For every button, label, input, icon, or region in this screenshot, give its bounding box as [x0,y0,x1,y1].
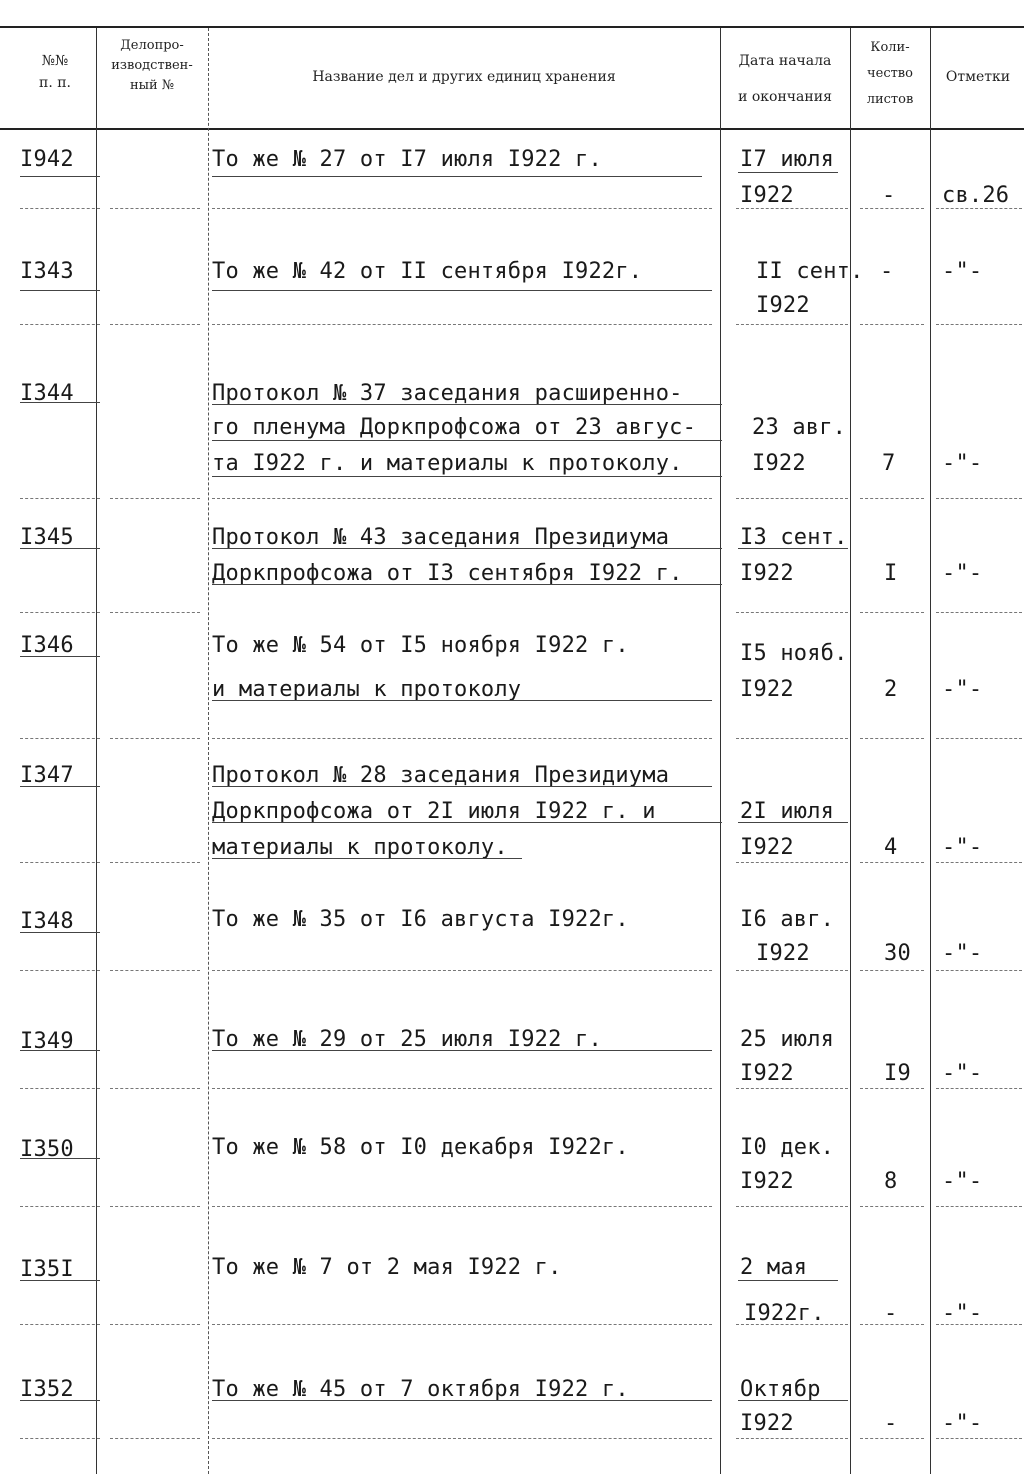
ruled-line [212,324,712,325]
ruled-line [736,738,848,739]
row-date: I922г. [744,1301,825,1326]
ruled-line [20,970,100,971]
header-text: п. п. [38,75,71,91]
row-number: I348 [20,909,74,934]
ruled-line [212,1050,712,1051]
row-notes: -"- [942,259,983,284]
header-text: изводствен- [111,58,193,73]
row-title: То же № 29 от 25 июля I922 г. [212,1027,602,1052]
column-divider [930,28,931,1474]
ruled-line [936,324,1022,325]
ruled-line [20,612,100,613]
header-col-office [98,36,206,96]
header-text: Коли- [870,40,910,55]
ruled-line [212,1400,712,1401]
row-title: Протокол № 43 заседания Президиума [212,525,670,550]
ruled-line [738,172,838,173]
ruled-line [736,612,848,613]
row-title: та I922 г. и материалы к протоколу. [212,451,683,476]
ruled-line [20,862,100,863]
ruled-line [212,1206,712,1207]
row-number: I346 [20,633,74,658]
column-divider [96,28,97,1474]
row-date: I922 [752,451,806,476]
row-date: I922 [756,293,810,318]
ruled-line [20,1280,100,1281]
ruled-line [860,324,924,325]
header-bottom-rule [0,128,1024,130]
ruled-line [860,862,924,863]
row-title: То же № 54 от I5 ноября I922 г. [212,633,629,658]
ruled-line [110,1324,200,1325]
ruled-line [936,1088,1022,1089]
ruled-line [20,548,100,549]
ruled-line [936,1206,1022,1207]
row-date: I5 нояб. [740,641,848,666]
row-date: I922 [756,941,810,966]
ruled-line [212,970,712,971]
ruled-line [110,862,200,863]
ruled-line [736,862,848,863]
row-number: I942 [20,147,74,172]
row-number: I350 [20,1137,74,1162]
ruled-line [110,738,200,739]
ruled-line [736,324,848,325]
ruled-line [212,738,712,739]
ruled-line [212,548,722,549]
row-number: I35I [20,1257,74,1282]
ruled-line [936,862,1022,863]
row-notes: -"- [942,561,983,586]
row-sheets: - [880,259,894,284]
row-sheets: I [884,561,898,586]
ruled-line [738,1400,848,1401]
row-date: 2 мая [740,1255,808,1280]
ruled-line [20,932,100,933]
ruled-line [736,1206,848,1207]
row-notes: -"- [942,1061,983,1086]
ruled-line [20,324,100,325]
row-date: I922 [740,1061,794,1086]
ruled-line [110,1206,200,1207]
row-number: I343 [20,259,74,284]
row-number: I349 [20,1029,74,1054]
header-text: Дата начала [738,53,832,69]
row-sheets: 4 [884,835,898,860]
ruled-line [212,1088,712,1089]
row-date: Октябр [740,1377,821,1402]
column-divider [208,28,209,1474]
ruled-line [20,402,100,403]
row-title: го пленума Доркпрофсожа от 23 авгус- [212,415,697,440]
header-col-sheets [852,38,928,110]
header-text: листов [866,92,914,107]
row-date: I922 [740,561,794,586]
header-text: и окончания [738,89,832,105]
header-text: ный № [129,78,175,93]
row-sheets: 30 [884,941,911,966]
row-title: То же № 42 от II сентября I922г. [212,259,643,284]
ruled-line [736,1438,848,1439]
ruled-line [212,476,722,477]
row-sheets: 7 [882,451,896,476]
row-notes: -"- [942,941,983,966]
row-date: I0 дек. [740,1135,835,1160]
ruled-line [110,324,200,325]
ruled-line [110,1088,200,1089]
row-date: I922 [740,677,794,702]
ruled-line [20,1206,100,1207]
ruled-line [212,404,722,405]
row-date: I6 авг. [740,907,835,932]
ruled-line [736,208,848,209]
row-title: То же № 45 от 7 октября I922 г. [212,1377,629,1402]
row-date: I922 [740,183,794,208]
ruled-line [212,1324,712,1325]
row-title: Протокол № 37 заседания расширенно- [212,381,683,406]
row-title: материалы к протоколу. [212,835,508,860]
row-date: 2I июля [740,799,835,824]
row-title: Протокол № 28 заседания Президиума [212,763,670,788]
row-title: Доркпрофсожа от I3 сентября I922 г. [212,561,683,586]
ruled-line [212,208,712,209]
ruled-line [736,1088,848,1089]
row-notes: св.26 [942,183,1010,208]
row-date: I3 сент. [740,525,848,550]
header-col-dates [722,50,848,108]
ruled-line [20,1158,100,1159]
row-notes: -"- [942,1411,983,1436]
ruled-line [936,1438,1022,1439]
ruled-line [110,208,200,209]
row-date: I922 [740,1411,794,1436]
ruled-line [736,498,848,499]
ruled-line [860,208,924,209]
header-col-notes [932,66,1024,88]
row-date: I922 [740,1169,794,1194]
row-date: 23 авг. [752,415,847,440]
ruled-line [110,612,200,613]
header-text: Отметки [945,69,1011,85]
row-title: и материалы к протоколу [212,677,522,702]
row-title: Доркпрофсожа от 2I июля I922 г. и [212,799,656,824]
row-title: То же № 7 от 2 мая I922 г. [212,1255,562,1280]
ruled-line [738,548,848,549]
ruled-line [860,498,924,499]
row-sheets: 8 [884,1169,898,1194]
ruled-line [860,1206,924,1207]
row-title: То же № 27 от I7 июля I922 г. [212,147,602,172]
ruled-line [736,970,848,971]
header-text: чество [867,66,913,81]
ruled-line [212,176,702,177]
row-number: I352 [20,1377,74,1402]
header-text: Делопро- [120,38,184,53]
ruled-line [20,498,100,499]
ruled-line [20,1088,100,1089]
ruled-line [20,290,100,291]
row-notes: -"- [942,451,983,476]
ruled-line [860,970,924,971]
row-number: I345 [20,525,74,550]
ruled-line [20,1400,100,1401]
row-notes: -"- [942,1301,983,1326]
column-divider [850,28,851,1474]
row-sheets: - [884,1411,898,1436]
header-col-num [20,50,90,94]
ruled-line [738,822,848,823]
ruled-line [110,498,200,499]
row-title: То же № 58 от I0 декабря I922г. [212,1135,629,1160]
header-text: Название дел и других единиц хранения [312,69,616,85]
ruled-line [936,970,1022,971]
ruled-line [20,1050,100,1051]
ruled-line [212,498,712,499]
header-col-title [210,66,718,88]
ruled-line [212,584,722,585]
ruled-line [860,1324,924,1325]
row-notes: -"- [942,1169,983,1194]
row-date: I7 июля [740,147,835,172]
ruled-line [20,786,100,787]
ruled-line [860,738,924,739]
ruled-line [860,612,924,613]
row-date: II сент. [756,259,864,284]
ruled-line [110,1438,200,1439]
ruled-line [20,1324,100,1325]
ruled-line [936,612,1022,613]
row-sheets: - [882,183,896,208]
header-text: №№ [41,53,69,69]
header-top-rule [0,26,1024,28]
row-notes: -"- [942,835,983,860]
ruled-line [860,1438,924,1439]
row-sheets: - [884,1301,898,1326]
ruled-line [936,208,1022,209]
ruled-line [936,738,1022,739]
ruled-line [212,786,712,787]
row-date: I922 [740,835,794,860]
ruled-line [212,290,712,291]
ruled-line [860,1088,924,1089]
ruled-line [936,1324,1022,1325]
ruled-line [738,1280,838,1281]
row-number: I344 [20,381,74,406]
row-date: 25 июля [740,1027,835,1052]
ruled-line [20,738,100,739]
ruled-line [212,822,722,823]
ruled-line [20,176,100,177]
row-notes: -"- [942,677,983,702]
ruled-line [20,656,100,657]
ruled-line [736,1324,848,1325]
row-title: То же № 35 от I6 августа I922г. [212,907,629,932]
ruled-line [212,700,712,701]
ruled-line [212,1438,712,1439]
row-sheets: I9 [884,1061,911,1086]
ruled-line [20,208,100,209]
ruled-line [936,498,1022,499]
column-divider [720,28,721,1474]
ruled-line [20,1438,100,1439]
ruled-line [212,858,522,859]
ruled-line [110,970,200,971]
row-number: I347 [20,763,74,788]
row-sheets: 2 [884,677,898,702]
ruled-line [212,440,722,441]
